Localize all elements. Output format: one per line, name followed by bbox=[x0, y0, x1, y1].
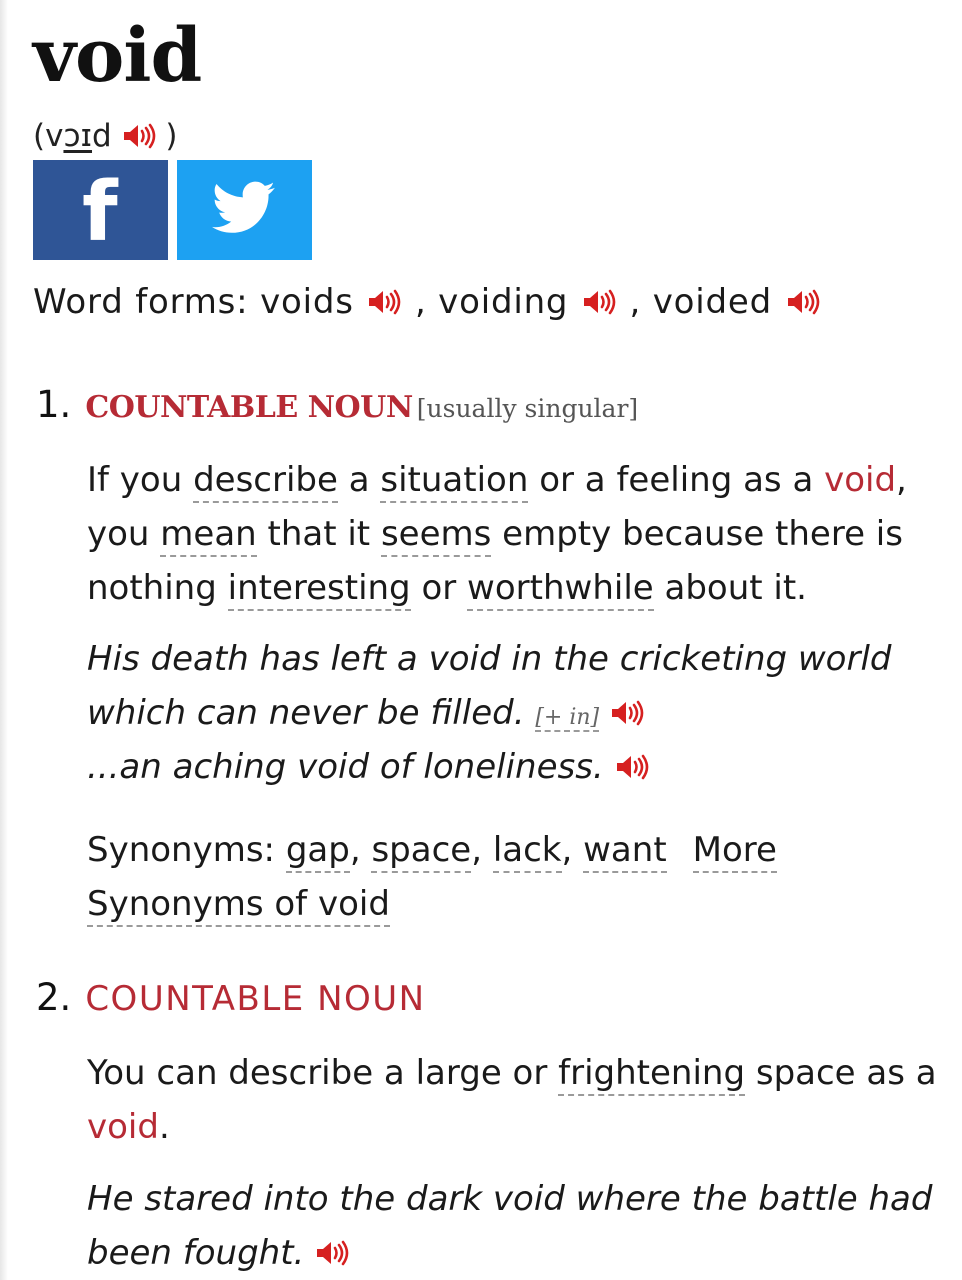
speaker-icon[interactable] bbox=[367, 289, 401, 315]
synonyms: Synonyms: gap, space, lack, want More Synonyms of void bbox=[87, 823, 937, 931]
speaker-icon[interactable] bbox=[610, 700, 644, 726]
definition-link[interactable]: describe bbox=[193, 460, 338, 503]
part-of-speech: COUNTABLE NOUN bbox=[85, 390, 413, 425]
speaker-icon[interactable] bbox=[786, 289, 820, 315]
word-forms-label: Word forms: bbox=[33, 282, 261, 322]
word-form-voided: voided bbox=[652, 282, 773, 322]
example-sentence bbox=[87, 740, 937, 794]
speaker-icon[interactable] bbox=[615, 754, 649, 780]
example-text: He stared into the dark void where the battle had been fought. bbox=[87, 1179, 933, 1273]
synonym-link[interactable]: want bbox=[583, 830, 667, 873]
example-text: His death has left a void in the cricketing world which can never be filled. bbox=[87, 639, 892, 733]
share-buttons bbox=[33, 160, 312, 260]
twitter-icon bbox=[212, 180, 276, 236]
headword: void bbox=[33, 13, 202, 99]
more-synonyms-text: More Synonyms of bbox=[87, 830, 777, 924]
word-form-voiding: voiding bbox=[438, 282, 569, 322]
pron-rest: d bbox=[92, 118, 112, 154]
grammar-tag[interactable]: [+ in] bbox=[535, 705, 600, 730]
highlighted-headword: void bbox=[87, 1107, 159, 1147]
example-sentence bbox=[87, 632, 937, 745]
word-forms bbox=[33, 280, 822, 324]
speaker-icon[interactable] bbox=[315, 1240, 349, 1266]
definition-link[interactable]: situation bbox=[380, 460, 528, 503]
definition-link[interactable]: mean bbox=[160, 514, 256, 557]
definition-link[interactable]: seems bbox=[381, 514, 491, 557]
example-text: ...an aching void of loneliness. bbox=[87, 747, 604, 787]
sense-2-definition: You can describe a large or frightening space as a void. bbox=[87, 1053, 937, 1147]
sense-2-header bbox=[36, 974, 426, 1023]
pron-close: ) bbox=[155, 118, 178, 154]
facebook-icon: f bbox=[82, 165, 118, 260]
sense-number: 1. bbox=[36, 383, 72, 426]
definition-link[interactable]: frightening bbox=[558, 1053, 745, 1096]
sense-number: 2. bbox=[36, 976, 72, 1019]
pronunciation bbox=[33, 114, 178, 158]
sense-1-header bbox=[36, 381, 638, 433]
example-sentence bbox=[87, 1172, 937, 1280]
synonyms-label: Synonyms: bbox=[87, 830, 286, 870]
speaker-icon[interactable] bbox=[582, 289, 616, 315]
synonym-link[interactable]: space bbox=[371, 830, 471, 873]
facebook-share-button[interactable] bbox=[33, 160, 168, 260]
highlighted-headword: void bbox=[824, 460, 897, 500]
more-synonyms-word: void bbox=[317, 884, 390, 924]
twitter-share-button[interactable] bbox=[177, 160, 312, 260]
definition-link[interactable]: worthwhile bbox=[467, 568, 654, 611]
word-form-sep: , bbox=[403, 282, 439, 322]
synonym-link[interactable]: lack bbox=[493, 830, 562, 873]
definition-link[interactable]: interesting bbox=[228, 568, 411, 611]
word-form-voids: voids bbox=[260, 282, 354, 322]
part-of-speech: COUNTABLE NOUN bbox=[85, 979, 426, 1019]
sense-1-definition: If you describe a situation or a feeling as a void, you mean that it seems empty because there is nothing interesting or worthwhile about it. bbox=[87, 453, 937, 615]
pron-ipa: ɔɪ bbox=[63, 118, 93, 154]
synonym-link[interactable]: gap bbox=[286, 830, 350, 873]
pron-open: (v bbox=[33, 118, 64, 154]
left-edge-shadow bbox=[0, 0, 8, 1280]
speaker-icon[interactable] bbox=[122, 123, 156, 149]
word-form-sep: , bbox=[617, 282, 653, 322]
grammar-note: [usually singular] bbox=[416, 394, 639, 423]
